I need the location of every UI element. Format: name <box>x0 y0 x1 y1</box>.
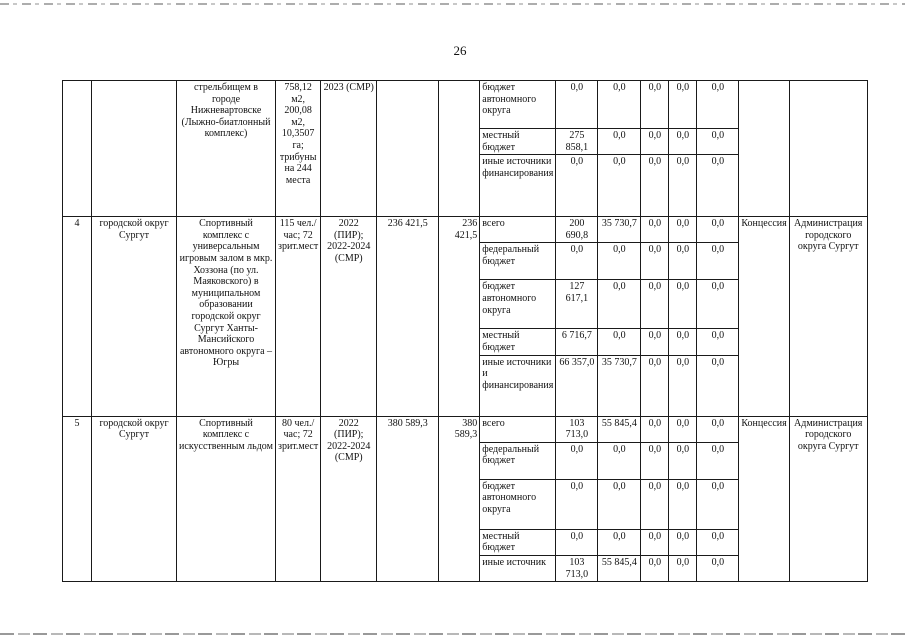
cell-total-cost <box>377 81 439 217</box>
page-number: 26 <box>453 43 467 58</box>
cell-value: 0,0 <box>641 81 669 129</box>
cell-value: 0,0 <box>641 280 669 329</box>
cell-value: 0,0 <box>697 81 739 129</box>
cell-value: 0,0 <box>669 529 697 555</box>
cell-num <box>63 81 92 217</box>
cell-municipality: городской округ Сургут <box>92 217 177 416</box>
cell-value: 0,0 <box>641 243 669 280</box>
cell-value: 35 730,7 <box>598 217 641 243</box>
cell-source: всего <box>480 416 556 442</box>
cell-value: 0,0 <box>641 155 669 217</box>
cell-object-name: Спортивный комплекс с искусственным льдом <box>177 416 276 582</box>
table-row <box>63 217 868 243</box>
cell-value: 0,0 <box>669 81 697 129</box>
cell-total-cost: 380 589,3 <box>377 416 439 582</box>
cell-value: 0,0 <box>641 329 669 355</box>
cell-value: 0,0 <box>669 155 697 217</box>
cell-value: 0,0 <box>641 355 669 416</box>
cell-total-cost: 236 421,5 <box>377 217 439 416</box>
cell-value: 0,0 <box>556 81 598 129</box>
cell-value: 0,0 <box>669 416 697 442</box>
cell-value: 0,0 <box>669 442 697 479</box>
cell-value: 0,0 <box>598 529 641 555</box>
table-row <box>63 416 868 442</box>
cell-value: 200 690,8 <box>556 217 598 243</box>
cell-source: федеральный бюджет <box>480 442 556 479</box>
cell-remaining-cost: 380 589,3 <box>439 416 480 582</box>
cell-value: 0,0 <box>556 243 598 280</box>
cell-value: 127 617,1 <box>556 280 598 329</box>
cell-value: 275 858,1 <box>556 129 598 155</box>
scan-edge-bottom <box>0 633 905 635</box>
cell-value: 0,0 <box>697 416 739 442</box>
cell-value: 0,0 <box>697 329 739 355</box>
cell-value: 0,0 <box>598 329 641 355</box>
cell-num: 5 <box>63 416 92 582</box>
cell-source: бюджет автономного округа <box>480 280 556 329</box>
cell-source: местный бюджет <box>480 529 556 555</box>
cell-value: 0,0 <box>669 355 697 416</box>
cell-source: иные источники финансирования <box>480 155 556 217</box>
cell-value: 0,0 <box>598 479 641 529</box>
table-row <box>63 81 868 129</box>
cell-value: 0,0 <box>697 442 739 479</box>
cell-value: 0,0 <box>697 217 739 243</box>
cell-source: всего <box>480 217 556 243</box>
cell-value: 0,0 <box>641 529 669 555</box>
cell-period: 2022 (ПИР); 2022-2024 (СМР) <box>321 416 377 582</box>
cell-value: 0,0 <box>697 243 739 280</box>
cell-remaining-cost <box>439 81 480 217</box>
cell-value: 0,0 <box>556 479 598 529</box>
cell-value: 0,0 <box>598 442 641 479</box>
investment-projects-table <box>62 80 868 582</box>
cell-value: 0,0 <box>598 243 641 280</box>
cell-object-name: Спортивный комплекс с универсальным игровым залом в мкр. Хоззона (по ул. Маяковского) в муниципальном образовании городской округ Сургут Ханты-Мансийского автономного округа – Югры <box>177 217 276 416</box>
cell-value: 0,0 <box>669 217 697 243</box>
cell-period: 2023 (СМР) <box>321 81 377 217</box>
cell-source: иные источник <box>480 555 556 581</box>
cell-value: 0,0 <box>641 442 669 479</box>
cell-value: 0,0 <box>697 529 739 555</box>
cell-source: федеральный бюджет <box>480 243 556 280</box>
cell-value: 103 713,0 <box>556 555 598 581</box>
cell-period: 2022 (ПИР); 2022-2024 (СМР) <box>321 217 377 416</box>
cell-remaining-cost: 236 421,5 <box>439 217 480 416</box>
cell-value: 0,0 <box>697 155 739 217</box>
cell-value: 0,0 <box>669 280 697 329</box>
cell-value: 0,0 <box>641 129 669 155</box>
cell-mechanism <box>739 81 789 217</box>
cell-mechanism: Концессия <box>739 416 789 582</box>
cell-value: 0,0 <box>669 479 697 529</box>
cell-value: 0,0 <box>641 555 669 581</box>
cell-source: местный бюджет <box>480 329 556 355</box>
cell-value: 0,0 <box>697 355 739 416</box>
cell-responsible <box>789 81 867 217</box>
cell-value: 0,0 <box>598 155 641 217</box>
cell-mechanism: Концессия <box>739 217 789 416</box>
cell-value: 66 357,0 <box>556 355 598 416</box>
cell-value: 0,0 <box>697 280 739 329</box>
cell-value: 0,0 <box>669 329 697 355</box>
cell-value: 0,0 <box>556 442 598 479</box>
cell-value: 0,0 <box>697 555 739 581</box>
cell-municipality <box>92 81 177 217</box>
cell-value: 0,0 <box>697 479 739 529</box>
cell-value: 0,0 <box>641 217 669 243</box>
cell-value: 0,0 <box>669 555 697 581</box>
cell-value: 0,0 <box>641 479 669 529</box>
cell-value: 0,0 <box>598 280 641 329</box>
cell-value: 0,0 <box>697 129 739 155</box>
cell-object-name: стрельбищем в городе Нижневартовске (Лыжно-биатлонный комплекс) <box>177 81 276 217</box>
cell-source: бюджет автономного округа <box>480 479 556 529</box>
cell-value: 0,0 <box>598 129 641 155</box>
cell-value: 0,0 <box>669 243 697 280</box>
cell-value: 35 730,7 <box>598 355 641 416</box>
cell-value: 0,0 <box>669 129 697 155</box>
cell-responsible: Администрация городского округа Сургут <box>789 217 867 416</box>
cell-responsible: Администрация городского округа Сургут <box>789 416 867 582</box>
cell-value: 55 845,4 <box>598 416 641 442</box>
cell-num: 4 <box>63 217 92 416</box>
cell-value: 0,0 <box>556 529 598 555</box>
cell-source: местный бюджет <box>480 129 556 155</box>
cell-value: 0,0 <box>598 81 641 129</box>
scan-edge-top <box>0 3 905 5</box>
cell-value: 103 713,0 <box>556 416 598 442</box>
cell-source: бюджет автономного округа <box>480 81 556 129</box>
cell-capacity: 115 чел./час; 72 зрит.мест <box>276 217 321 416</box>
cell-source: иные источники и финансирования <box>480 355 556 416</box>
cell-value: 6 716,7 <box>556 329 598 355</box>
cell-value: 0,0 <box>556 155 598 217</box>
cell-capacity: 758,12 м2, 200,08 м2, 10,3507 га; трибуны на 244 места <box>276 81 321 217</box>
cell-capacity: 80 чел./час; 72 зрит.мест <box>276 416 321 582</box>
cell-value: 55 845,4 <box>598 555 641 581</box>
cell-municipality: городской округ Сургут <box>92 416 177 582</box>
cell-value: 0,0 <box>641 416 669 442</box>
